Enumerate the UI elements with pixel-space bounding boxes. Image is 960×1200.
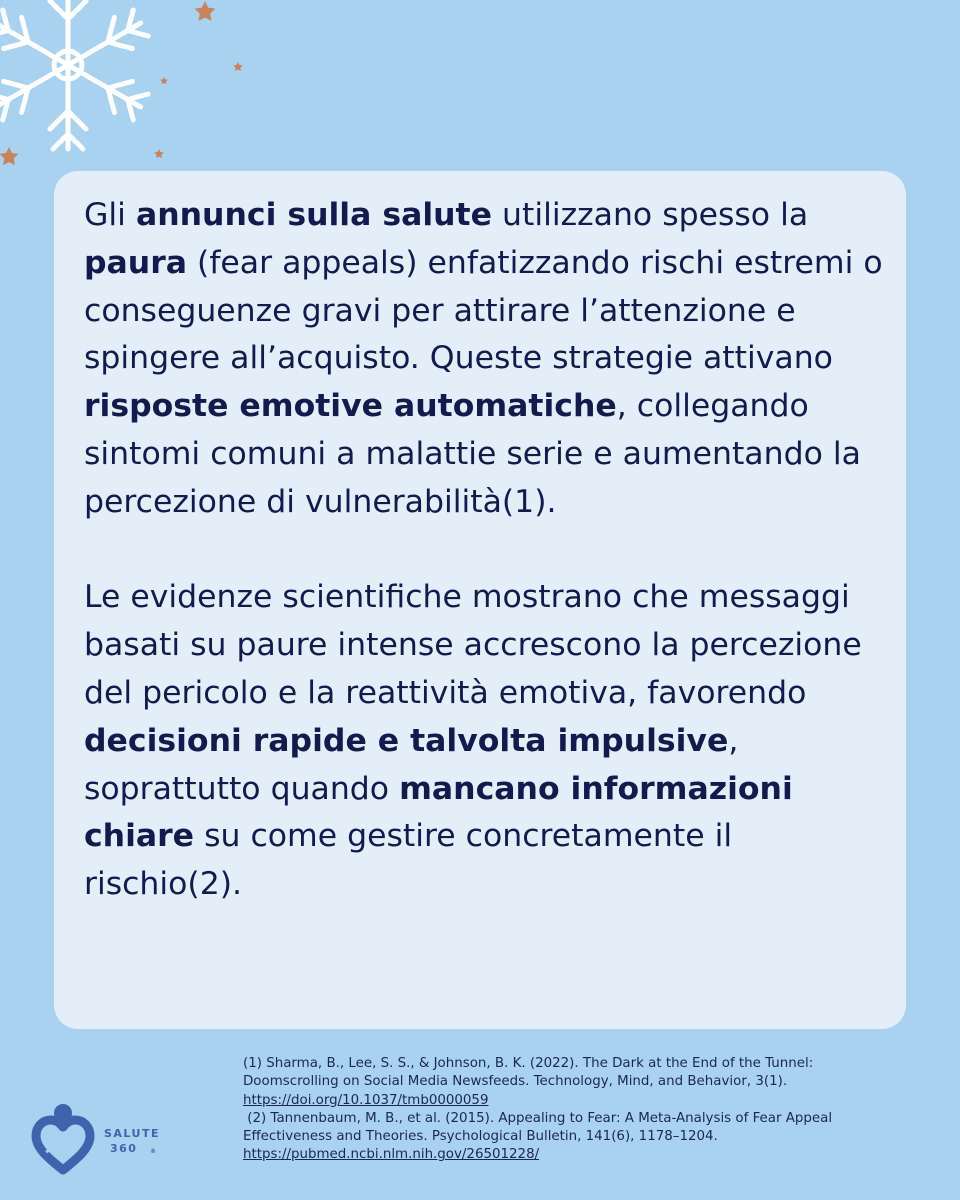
paragraph-fear-appeals: Gli annunci sulla salute utilizzano spesso la paura (fear appeals) enfatizzando rischi estremi o conseguenze gravi per attirare l’attenzione e spingere all’acquisto. Queste strategie attivano risposte emotive automatiche, collegando sintomi comuni a malattie serie e aumentando la percezione di vulnerabilità(1). bbox=[84, 197, 883, 520]
star-icon bbox=[160, 77, 168, 84]
heart-person-icon bbox=[30, 1100, 102, 1176]
card-body-text bbox=[84, 192, 884, 909]
highlight-health-ads: annunci sulla salute bbox=[135, 197, 492, 233]
reference-2-line-1: (2) Tannenbaum, M. B., et al. (2015). Appealing to Fear: A Meta-Analysis of Fear Appeal bbox=[243, 1110, 833, 1126]
star-icon bbox=[233, 62, 243, 71]
star-icon bbox=[195, 1, 216, 21]
snowflake-decoration bbox=[0, 0, 260, 190]
highlight-missing-information: mancano informazioni chiare bbox=[84, 770, 793, 855]
reference-1-line-2: Doomscrolling on Social Media Newsfeeds. Technology, Mind, and Behavior, 3(1). bbox=[243, 1074, 788, 1090]
brand-logo-text bbox=[104, 1126, 161, 1155]
brand-name: SALUTE bbox=[104, 1127, 161, 1140]
star-icon bbox=[154, 149, 164, 158]
registered-mark: ® bbox=[150, 1148, 156, 1155]
reference-2-line-2: Effectiveness and Theories. Psychological Bulletin, 141(6), 1178–1204. bbox=[243, 1129, 718, 1145]
reference-1-link[interactable]: https://doi.org/10.1037/tmb0000059 bbox=[243, 1092, 489, 1108]
reference-2-link[interactable]: https://pubmed.ncbi.nlm.nih.gov/26501228/ bbox=[243, 1147, 540, 1163]
star-icon bbox=[0, 147, 18, 165]
references bbox=[243, 1055, 923, 1165]
highlight-emotional-responses: risposte emotive automatiche bbox=[84, 388, 617, 425]
highlight-fear: paura bbox=[84, 244, 188, 281]
reference-1-line-1: (1) Sharma, B., Lee, S. S., & Johnson, B. K. (2022). The Dark at the End of the Tunnel: bbox=[243, 1056, 814, 1071]
snowflake-icon bbox=[0, 0, 150, 149]
paragraph-scientific-evidence: Le evidenze scientifiche mostrano che messaggi basati su paure intense accrescono la percezione del pericolo e la reattività emotiva, favorendo decisioni rapide e talvolta impulsive, soprattutto quando mancano informazioni chiare su come gestire concretamente il rischio(2). bbox=[84, 579, 862, 903]
highlight-impulsive-decisions: decisioni rapide e talvolta impulsive bbox=[84, 722, 729, 759]
brand-number: 360 bbox=[110, 1142, 138, 1155]
